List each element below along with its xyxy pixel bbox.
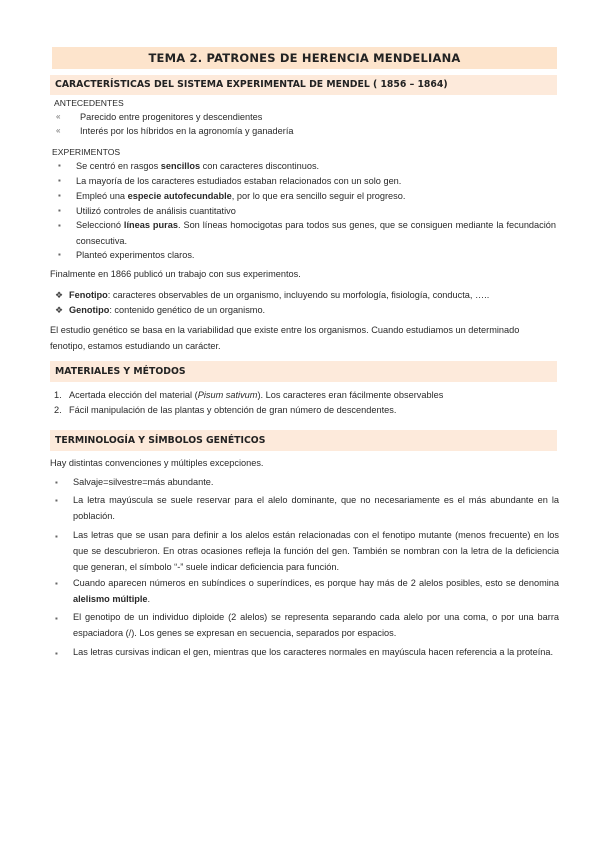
experimentos-item: Seleccionó líneas puras. Son líneas homocigotas para todos sus genes, que se consiguen mediante la fecundación consecutiva. bbox=[76, 220, 557, 246]
section-heading-terminologia: TERMINOLOGÍA Y SÍMBOLOS GENÉTICOS bbox=[50, 430, 557, 451]
terminologia-item: Las letras cursivas indican el gen, mientras que los caracteres normales en mayúscula hacen referencia a la proteína. bbox=[73, 647, 554, 657]
square-bullet-icon: ▪ bbox=[58, 176, 61, 185]
square-bullet-icon: ▪ bbox=[58, 161, 61, 170]
terminologia-item: La letra mayúscula se suele reservar para el alelo dominante, que no necesariamente es el más abundante en la población. bbox=[73, 495, 559, 521]
experimentos-item: Planteó experimentos claros. bbox=[76, 250, 195, 260]
square-bullet-icon: ▪ bbox=[58, 191, 61, 200]
diamond-bullet-icon: ❖ bbox=[55, 290, 64, 300]
page-title: TEMA 2. PATRONES DE HERENCIA MENDELIANA bbox=[52, 47, 557, 69]
terminologia-item: Cuando aparecen números en subíndices o superíndices, es porque hay más de 2 alelos posibles, esto se denomina alelismo múltiple. bbox=[73, 578, 559, 604]
materiales-item: Acertada elección del material (Pisum sativum). Los caracteres eran fácilmente observables bbox=[69, 390, 444, 400]
section-heading-materiales: MATERIALES Y MÉTODOS bbox=[50, 361, 557, 382]
estudio-paragraph: El estudio genético se basa en la variabilidad que existe entre los organismos. Cuando estudiamos un determinado fenotipo, estamos estudiando un carácter. bbox=[50, 325, 520, 351]
square-bullet-icon: ▪ bbox=[55, 478, 58, 487]
square-bullet-icon: ▪ bbox=[58, 250, 61, 259]
diamond-bullet-icon: ❖ bbox=[55, 305, 64, 315]
genotipo-definition: Genotipo: contenido genético de un organismo. bbox=[69, 305, 266, 315]
quote-bullet-icon: « bbox=[56, 112, 61, 121]
terminologia-item: Salvaje=silvestre=más abundante. bbox=[73, 477, 214, 487]
antecedentes-item: Interés por los híbridos en la agronomía y ganadería bbox=[80, 126, 294, 136]
experimentos-item: Se centró en rasgos sencillos con caracteres discontinuos. bbox=[76, 161, 320, 171]
list-number: 2. bbox=[54, 405, 62, 415]
square-bullet-icon: ▪ bbox=[55, 649, 58, 658]
square-bullet-icon: ▪ bbox=[58, 221, 61, 230]
materiales-item: Fácil manipulación de las plantas y obtención de gran número de descendentes. bbox=[69, 405, 397, 415]
quote-bullet-icon: « bbox=[56, 126, 61, 135]
square-bullet-icon: ▪ bbox=[55, 579, 58, 588]
experimentos-item: La mayoría de los caracteres estudiados estaban relacionados con un solo gen. bbox=[76, 176, 402, 186]
finalmente-paragraph: Finalmente en 1866 publicó un trabajo con sus experimentos. bbox=[50, 269, 301, 279]
terminologia-intro: Hay distintas convenciones y múltiples excepciones. bbox=[50, 458, 264, 468]
antecedentes-heading: ANTECEDENTES bbox=[54, 98, 124, 108]
square-bullet-icon: ▪ bbox=[55, 532, 58, 541]
fenotipo-definition: Fenotipo: caracteres observables de un organismo, incluyendo su morfología, fisiología, conducta, ….. bbox=[69, 290, 490, 300]
antecedentes-item: Parecido entre progenitores y descendientes bbox=[80, 112, 263, 122]
experimentos-item: Empleó una especie autofecundable, por lo que era sencillo seguir el progreso. bbox=[76, 191, 406, 201]
square-bullet-icon: ▪ bbox=[58, 206, 61, 215]
experimentos-heading: EXPERIMENTOS bbox=[52, 147, 121, 157]
section-heading-caracteristicas: CARACTERÍSTICAS DEL SISTEMA EXPERIMENTAL DE MENDEL ( 1856 – 1864) bbox=[50, 75, 557, 95]
experimentos-item: Utilizó controles de análisis cuantitativo bbox=[76, 206, 236, 216]
terminologia-item: Las letras que se usan para definir a los alelos están relacionadas con el fenotipo mutante (menos frecuente) en los que se descubrieron. En otras ocasiones refleja la función del gen. También se nombran con la letra de la deficiencia que generan, el símbolo “-” suele indicar deficiencia para función. bbox=[73, 530, 559, 572]
list-number: 1. bbox=[54, 390, 62, 400]
terminologia-item: El genotipo de un individuo diploide (2 alelos) se representa separando cada alelo por una coma, o por una barra espaciadora (/). Los genes se expresan en secuencia, separados por espacios. bbox=[73, 612, 559, 638]
square-bullet-icon: ▪ bbox=[55, 614, 58, 623]
square-bullet-icon: ▪ bbox=[55, 496, 58, 505]
